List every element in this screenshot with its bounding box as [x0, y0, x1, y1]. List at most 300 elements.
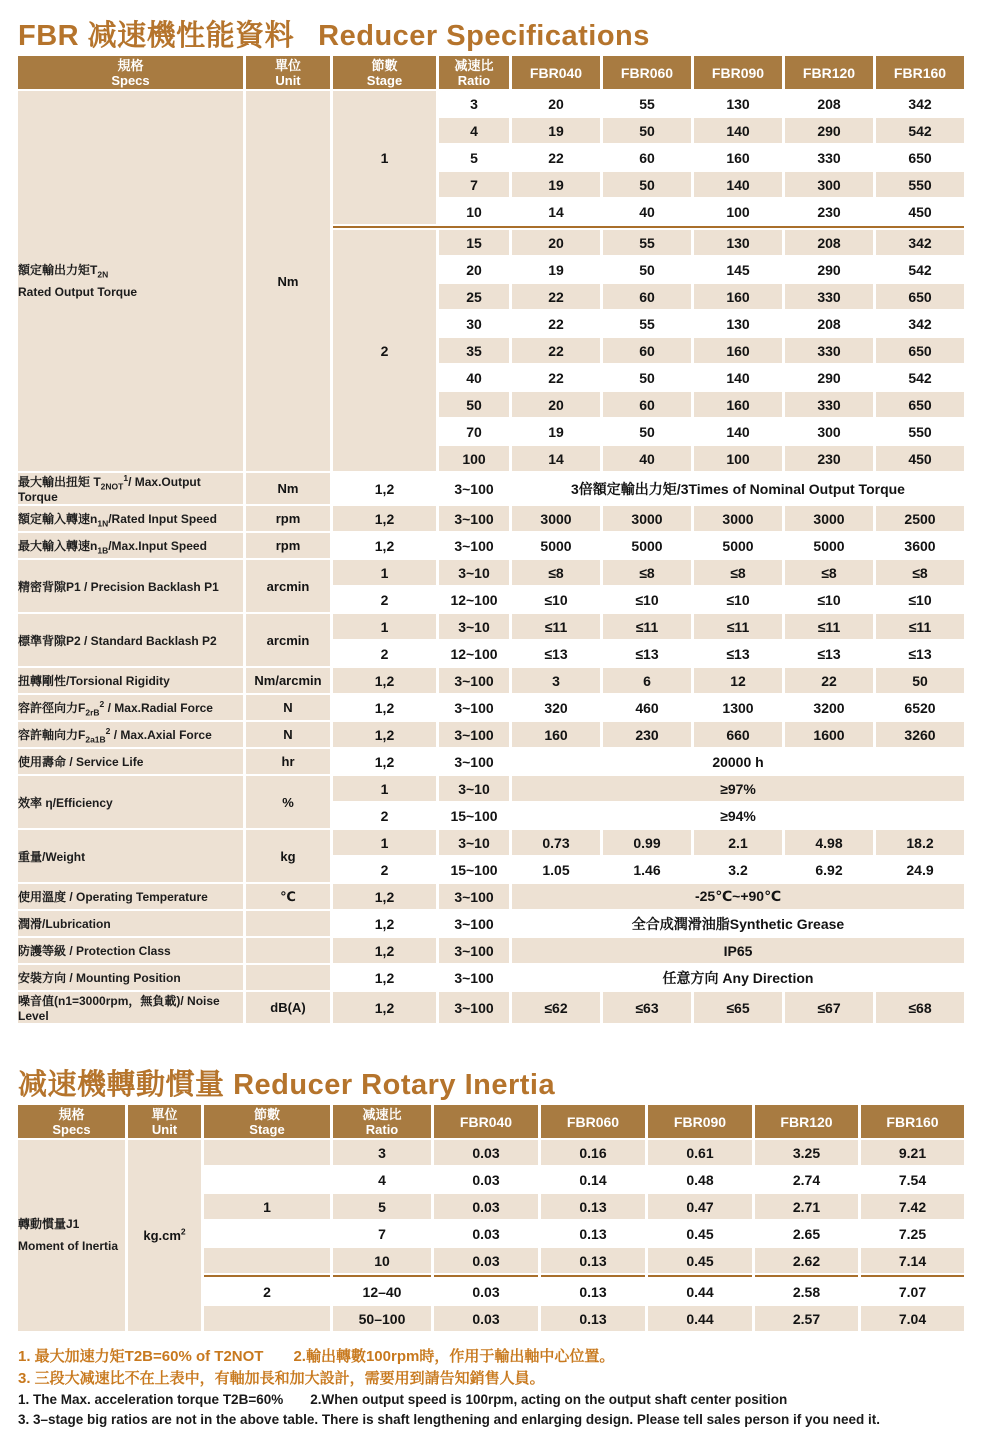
- value-cell: 4.98: [785, 830, 873, 855]
- value-cell: 3000: [512, 506, 600, 531]
- value-cell: 140: [694, 365, 782, 390]
- value-cell: 7.54: [861, 1167, 964, 1192]
- value-cell: 0.16: [541, 1140, 645, 1165]
- column-header-stage: [333, 56, 436, 89]
- divider-bar-segment: [204, 1275, 330, 1277]
- stage-cell: 2: [333, 803, 436, 828]
- value-cell: 22: [512, 365, 600, 390]
- stage-cell: 2: [204, 1279, 330, 1304]
- column-header-fbr090: FBR090: [694, 56, 782, 89]
- stage-cell: 1,2: [333, 533, 436, 558]
- ratio-cell: 3~10: [439, 830, 509, 855]
- value-cell: 0.13: [541, 1248, 645, 1273]
- unit-cell: [246, 938, 330, 963]
- unit-cell: ℃: [246, 884, 330, 909]
- column-header-ratio: [333, 1105, 431, 1138]
- value-cell: 2.65: [755, 1221, 858, 1246]
- ratio-cell: 3~10: [439, 614, 509, 639]
- table-row: [18, 722, 964, 747]
- unit-cell: arcmin: [246, 614, 330, 666]
- inertia-title-en: Reducer Rotary Inertia: [233, 1069, 556, 1101]
- value-cell: 140: [694, 118, 782, 143]
- value-cell: 290: [785, 118, 873, 143]
- value-cell: 160: [694, 145, 782, 170]
- value-cell: 60: [603, 338, 691, 363]
- divider-bar: [333, 226, 964, 228]
- spec-label-cell: 標準背隙P2 / Standard Backlash P2: [18, 614, 243, 666]
- spec-label-cell: 最大輸出扭矩 $T_{2NOT}^1/$ Max.Output Torque: [18, 473, 243, 504]
- spec-label-cell: 安裝方向 / Mounting Position: [18, 965, 243, 990]
- value-cell: 330: [785, 284, 873, 309]
- value-cell: 160: [512, 722, 600, 747]
- value-cell: 1300: [694, 695, 782, 720]
- spec-label-cell: 扭轉剛性/Torsional Rigidity: [18, 668, 243, 693]
- value-cell: ≤8: [785, 560, 873, 585]
- value-cell: 3: [512, 668, 600, 693]
- value-cell: ≤10: [603, 587, 691, 612]
- spec-label-cell: 噪音值(n1=3000rpm，無負載)/ Noise Level: [18, 992, 243, 1023]
- stage-cell: 1,2: [333, 506, 436, 531]
- column-header-fbr090: FBR090: [648, 1105, 752, 1138]
- value-cell: 3000: [785, 506, 873, 531]
- value-cell: 3.2: [694, 857, 782, 882]
- column-header-fbr040: FBR040: [512, 56, 600, 89]
- value-cell: 5000: [603, 533, 691, 558]
- stage-cell: 1: [333, 830, 436, 855]
- value-cell: 208: [785, 230, 873, 255]
- value-cell: 50: [603, 419, 691, 444]
- unit-cell: [246, 911, 330, 936]
- value-cell: 130: [694, 91, 782, 116]
- value-cell: 230: [785, 446, 873, 471]
- value-cell: 19: [512, 419, 600, 444]
- divider-bar-segment: [861, 1275, 964, 1277]
- table-row: [18, 668, 964, 693]
- value-cell: 50: [603, 172, 691, 197]
- value-cell: 290: [785, 365, 873, 390]
- value-cell: 2.57: [755, 1306, 858, 1331]
- value-cell: ≤10: [876, 587, 964, 612]
- value-cell: 0.03: [434, 1140, 538, 1165]
- stage-cell: 1: [204, 1194, 330, 1219]
- unit-cell: hr: [246, 749, 330, 774]
- value-cell: ≤10: [785, 587, 873, 612]
- ratio-cell: 40: [439, 365, 509, 390]
- value-cell: 550: [876, 172, 964, 197]
- value-cell: 0.99: [603, 830, 691, 855]
- value-cell: ≤8: [603, 560, 691, 585]
- column-header-unit: [128, 1105, 201, 1138]
- value-cell: ≤8: [694, 560, 782, 585]
- ratio-cell: 30: [439, 311, 509, 336]
- spec-label-cell: 潤滑/Lubrication: [18, 911, 243, 936]
- spec-label-en: Moment of Inertia: [18, 1239, 119, 1253]
- value-cell: 5000: [694, 533, 782, 558]
- value-cell: 100: [694, 199, 782, 224]
- value-cell: 3200: [785, 695, 873, 720]
- ratio-cell: 3~100: [439, 938, 509, 963]
- ratio-cell: 7: [333, 1221, 431, 1246]
- value-cell: 6: [603, 668, 691, 693]
- table-row: [18, 749, 964, 774]
- unit-cell: [246, 965, 330, 990]
- value-cell: 20: [512, 230, 600, 255]
- value-cell: 5000: [785, 533, 873, 558]
- stage-cell: 1: [333, 614, 436, 639]
- stage-cell: 1,2: [333, 668, 436, 693]
- unit-cell: rpm: [246, 506, 330, 531]
- ratio-cell: 3~100: [439, 992, 509, 1023]
- value-cell: 0.48: [648, 1167, 752, 1192]
- value-cell: 60: [603, 145, 691, 170]
- ratio-cell: 3~100: [439, 695, 509, 720]
- ratio-cell: 15~100: [439, 857, 509, 882]
- divider-bar-segment: [648, 1275, 752, 1277]
- ratio-cell: 20: [439, 257, 509, 282]
- unit-cell: rpm: [246, 533, 330, 558]
- value-cell: 0.13: [541, 1221, 645, 1246]
- stage-cell: 1: [333, 776, 436, 801]
- value-cell: 40: [603, 199, 691, 224]
- value-cell: 12: [694, 668, 782, 693]
- value-cell: 660: [694, 722, 782, 747]
- spec-label-cell: 使用壽命 / Service Life: [18, 749, 243, 774]
- ratio-cell: 70: [439, 419, 509, 444]
- ratio-cell: 3: [333, 1140, 431, 1165]
- value-cell: 650: [876, 145, 964, 170]
- ratio-cell: 3~100: [439, 506, 509, 531]
- value-cell: 130: [694, 230, 782, 255]
- ratio-cell: 15: [439, 230, 509, 255]
- footnote-en-2: 3. 3–stage big ratios are not in the above table. There is shaft lengthening and enlarging design. Please tell sales person if you need it.: [18, 1412, 880, 1427]
- span-value-cell: ≥94%: [512, 803, 964, 828]
- value-cell: 22: [512, 145, 600, 170]
- value-cell: 1600: [785, 722, 873, 747]
- unit-cell: $kg.cm^2$: [128, 1140, 201, 1331]
- column-header-stage-en: Stage: [249, 1121, 285, 1137]
- value-cell: 208: [785, 91, 873, 116]
- value-cell: 160: [694, 338, 782, 363]
- stage-cell: 1,2: [333, 473, 436, 504]
- ratio-cell: 3~100: [439, 473, 509, 504]
- value-cell: 330: [785, 145, 873, 170]
- stage-cell: [204, 1248, 330, 1273]
- stage-cell: 1,2: [333, 938, 436, 963]
- value-cell: 0.73: [512, 830, 600, 855]
- value-cell: 3.25: [755, 1140, 858, 1165]
- spec-label-cell: 重量/Weight: [18, 830, 243, 882]
- value-cell: 20: [512, 392, 600, 417]
- value-cell: 7.14: [861, 1248, 964, 1273]
- ratio-cell: 10: [439, 199, 509, 224]
- value-cell: 55: [603, 230, 691, 255]
- table-row: [18, 965, 964, 990]
- value-cell: 0.45: [648, 1221, 752, 1246]
- value-cell: 320: [512, 695, 600, 720]
- value-cell: 0.45: [648, 1248, 752, 1273]
- ratio-cell: 3~100: [439, 722, 509, 747]
- value-cell: 330: [785, 392, 873, 417]
- value-cell: 55: [603, 311, 691, 336]
- value-cell: 0.61: [648, 1140, 752, 1165]
- value-cell: 130: [694, 311, 782, 336]
- value-cell: ≤13: [512, 641, 600, 666]
- value-cell: 60: [603, 284, 691, 309]
- spec-label-en: Rated Output Torque: [18, 284, 138, 299]
- ratio-cell: 50: [439, 392, 509, 417]
- value-cell: 22: [785, 668, 873, 693]
- value-cell: 2.1: [694, 830, 782, 855]
- value-cell: 50: [603, 257, 691, 282]
- value-cell: ≤11: [512, 614, 600, 639]
- table-row: [18, 911, 964, 936]
- value-cell: 7.25: [861, 1221, 964, 1246]
- value-cell: 22: [512, 311, 600, 336]
- reducer-specifications-table: [15, 54, 967, 1025]
- value-cell: 230: [603, 722, 691, 747]
- table-row: [18, 992, 964, 1023]
- value-cell: 14: [512, 199, 600, 224]
- stage-cell: 1,2: [333, 749, 436, 774]
- column-header-fbr120: FBR120: [755, 1105, 858, 1138]
- value-cell: ≤67: [785, 992, 873, 1023]
- ratio-cell: 3: [439, 91, 509, 116]
- value-cell: 50: [603, 365, 691, 390]
- stage-cell: 1,2: [333, 911, 436, 936]
- span-value-cell: 任意方向 Any Direction: [512, 965, 964, 990]
- value-cell: 19: [512, 257, 600, 282]
- span-value-cell: -25℃~+90℃: [512, 884, 964, 909]
- stage-cell: 1: [333, 560, 436, 585]
- stage-cell: 1,2: [333, 884, 436, 909]
- divider-bar-segment: [333, 1275, 431, 1277]
- value-cell: ≤62: [512, 992, 600, 1023]
- specs-title-zh: FBR 减速機性能資料: [18, 20, 295, 52]
- footnote-zh-1: 1. 最大加速力矩T2B=60% of T2NOT 2.輸出轉數100rpm時，作用于輸出軸中心位置。: [18, 1348, 615, 1365]
- unit-cell: arcmin: [246, 560, 330, 612]
- column-header-ratio-zh: 减速比: [454, 57, 494, 73]
- footnote-en-1: 1. The Max. acceleration torque T2B=60% 2.When output speed is 100rpm, acting on the output shaft center position: [18, 1392, 788, 1407]
- value-cell: 145: [694, 257, 782, 282]
- value-cell: 140: [694, 172, 782, 197]
- value-cell: 14: [512, 446, 600, 471]
- value-cell: 342: [876, 311, 964, 336]
- column-header-specs-en: Specs: [111, 72, 150, 88]
- value-cell: 450: [876, 199, 964, 224]
- table-row: [18, 560, 964, 585]
- table-row: [18, 533, 964, 558]
- value-cell: 2500: [876, 506, 964, 531]
- value-cell: 19: [512, 118, 600, 143]
- table-row: [18, 830, 964, 855]
- spec-label-cell: 容許徑向力$F_{2rB}^2$ / Max.Radial Force: [18, 695, 243, 720]
- value-cell: 5000: [512, 533, 600, 558]
- value-cell: ≤8: [876, 560, 964, 585]
- value-cell: 2.58: [755, 1279, 858, 1304]
- value-cell: 0.03: [434, 1167, 538, 1192]
- header-row: [18, 1105, 964, 1138]
- footnotes: [18, 1346, 1000, 1430]
- value-cell: 7.42: [861, 1194, 964, 1219]
- value-cell: 18.2: [876, 830, 964, 855]
- footnote-zh-2: 3. 三段大减速比不在上表中，有軸加長和加大設計，需要用到請告知銷售人員。: [18, 1370, 545, 1387]
- ratio-cell: 4: [439, 118, 509, 143]
- value-cell: ≤11: [603, 614, 691, 639]
- column-header-stage-zh: 節數: [371, 57, 398, 73]
- value-cell: 6520: [876, 695, 964, 720]
- ratio-cell: 4: [333, 1167, 431, 1192]
- unit-cell: Nm: [246, 473, 330, 504]
- inertia-title-zh: 减速機轉動慣量: [18, 1069, 225, 1101]
- rotary-inertia-table: [15, 1103, 967, 1333]
- column-header-fbr060: FBR060: [603, 56, 691, 89]
- value-cell: 160: [694, 284, 782, 309]
- stage-cell: 2: [333, 587, 436, 612]
- unit-cell: kg: [246, 830, 330, 882]
- stage-cell: 1,2: [333, 722, 436, 747]
- value-cell: 650: [876, 392, 964, 417]
- span-value-cell: 3倍額定輸出力矩/3Times of Nominal Output Torque: [512, 473, 964, 504]
- value-cell: 1.46: [603, 857, 691, 882]
- value-cell: ≤63: [603, 992, 691, 1023]
- span-value-cell: 20000 h: [512, 749, 964, 774]
- value-cell: 50: [876, 668, 964, 693]
- value-cell: 650: [876, 284, 964, 309]
- value-cell: 2.74: [755, 1167, 858, 1192]
- column-header-specs: [18, 56, 243, 89]
- ratio-cell: 12~100: [439, 587, 509, 612]
- value-cell: ≤10: [512, 587, 600, 612]
- ratio-cell: 3~10: [439, 776, 509, 801]
- table-row: [18, 91, 964, 116]
- column-header-fbr160: FBR160: [861, 1105, 964, 1138]
- column-header-unit-en: Unit: [275, 72, 301, 88]
- ratio-cell: 3~10: [439, 560, 509, 585]
- value-cell: 3000: [694, 506, 782, 531]
- value-cell: ≤68: [876, 992, 964, 1023]
- value-cell: 0.03: [434, 1279, 538, 1304]
- value-cell: 40: [603, 446, 691, 471]
- ratio-cell: 3~100: [439, 668, 509, 693]
- value-cell: 0.03: [434, 1248, 538, 1273]
- table-row: [18, 884, 964, 909]
- value-cell: 542: [876, 257, 964, 282]
- ratio-cell: 3~100: [439, 533, 509, 558]
- value-cell: 100: [694, 446, 782, 471]
- inertia-section-title: [0, 1025, 1000, 1103]
- column-header-ratio-en: Ratio: [365, 1121, 399, 1137]
- ratio-cell: 35: [439, 338, 509, 363]
- spec-label-cell: 容許軸向力$F_{2a1B}^2$ / Max.Axial Force: [18, 722, 243, 747]
- column-header-specs-zh: 規格: [58, 1106, 85, 1122]
- column-header-stage-en: Stage: [366, 72, 403, 88]
- ratio-cell: 3~100: [439, 749, 509, 774]
- table-row: [18, 938, 964, 963]
- value-cell: 0.44: [648, 1306, 752, 1331]
- column-header-ratio: [439, 56, 509, 89]
- value-cell: ≤13: [603, 641, 691, 666]
- column-header-unit: [246, 56, 330, 89]
- value-cell: 3000: [603, 506, 691, 531]
- value-cell: 300: [785, 419, 873, 444]
- value-cell: 550: [876, 419, 964, 444]
- unit-cell: %: [246, 776, 330, 828]
- value-cell: 0.13: [541, 1279, 645, 1304]
- value-cell: 230: [785, 199, 873, 224]
- column-header-stage: [204, 1105, 330, 1138]
- ratio-cell: 3~100: [439, 911, 509, 936]
- value-cell: 450: [876, 446, 964, 471]
- value-cell: 2.71: [755, 1194, 858, 1219]
- value-cell: 342: [876, 91, 964, 116]
- table-row: [18, 506, 964, 531]
- value-cell: 0.03: [434, 1194, 538, 1219]
- value-cell: 342: [876, 230, 964, 255]
- value-cell: ≤13: [785, 641, 873, 666]
- spec-label-cell: 效率 η/Efficiency: [18, 776, 243, 828]
- divider-bar-segment: [434, 1275, 538, 1277]
- table-row: [18, 776, 964, 801]
- column-header-ratio-zh: 减速比: [362, 1106, 402, 1122]
- value-cell: 650: [876, 338, 964, 363]
- column-header-unit-zh: 單位: [151, 1106, 178, 1122]
- value-cell: 160: [694, 392, 782, 417]
- value-cell: 22: [512, 338, 600, 363]
- value-cell: 60: [603, 392, 691, 417]
- column-header-specs-zh: 規格: [117, 57, 144, 73]
- column-header-fbr160: FBR160: [876, 56, 964, 89]
- column-header-unit-en: Unit: [151, 1121, 178, 1137]
- value-cell: ≤11: [785, 614, 873, 639]
- value-cell: 20: [512, 91, 600, 116]
- ratio-cell: 3~100: [439, 884, 509, 909]
- spec-label-zh: 額定輸出力矩$T_{2N}$: [18, 262, 109, 279]
- table-row: [18, 1140, 964, 1165]
- stage-cell: [204, 1221, 330, 1246]
- table-row: [18, 473, 964, 504]
- value-cell: ≤11: [876, 614, 964, 639]
- ratio-cell: 5: [333, 1194, 431, 1219]
- specs-section-title: [0, 0, 1000, 54]
- value-cell: 3260: [876, 722, 964, 747]
- value-cell: 300: [785, 172, 873, 197]
- value-cell: 0.44: [648, 1279, 752, 1304]
- value-cell: 19: [512, 172, 600, 197]
- value-cell: 0.03: [434, 1306, 538, 1331]
- spec-label-zh: 轉動慣量J1: [18, 1217, 80, 1231]
- value-cell: 0.13: [541, 1194, 645, 1219]
- unit-cell: N: [246, 722, 330, 747]
- header-row: [18, 56, 964, 89]
- column-header-ratio-en: Ratio: [457, 72, 491, 88]
- value-cell: 24.9: [876, 857, 964, 882]
- ratio-cell: 12–40: [333, 1279, 431, 1304]
- stage-cell: 2: [333, 230, 436, 471]
- ratio-cell: 12~100: [439, 641, 509, 666]
- value-cell: 7.07: [861, 1279, 964, 1304]
- ratio-cell: 5: [439, 145, 509, 170]
- stage-cell: [204, 1140, 330, 1165]
- unit-cell: Nm: [246, 91, 330, 471]
- value-cell: 542: [876, 365, 964, 390]
- span-value-cell: IP65: [512, 938, 964, 963]
- divider-bar-segment: [541, 1275, 645, 1277]
- column-header-fbr120: FBR120: [785, 56, 873, 89]
- divider-bar-segment: [755, 1275, 858, 1277]
- value-cell: ≤11: [694, 614, 782, 639]
- span-value-cell: 全合成潤滑油脂Synthetic Grease: [512, 911, 964, 936]
- spec-label-cell: 精密背隙P1 / Precision Backlash P1: [18, 560, 243, 612]
